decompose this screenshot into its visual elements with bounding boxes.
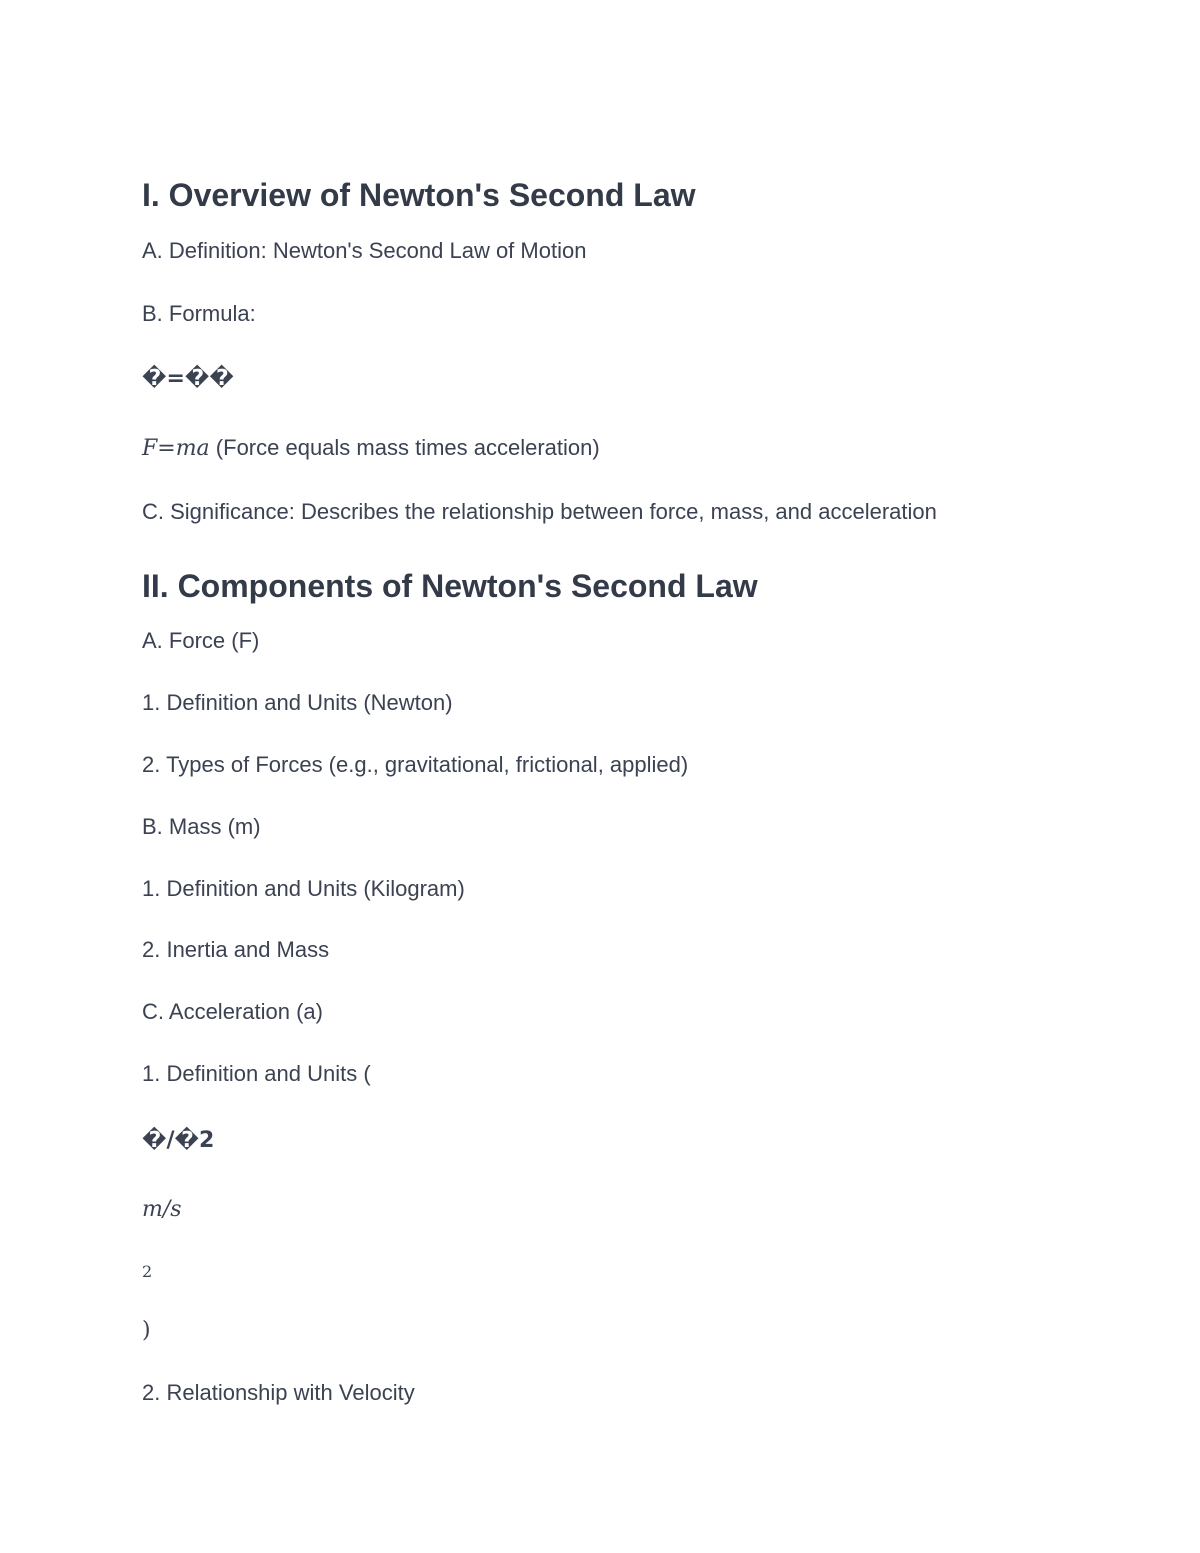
units-garbled-text: �/�2 bbox=[142, 1128, 215, 1153]
formula-line bbox=[142, 437, 600, 460]
velocity-item: 2. Relationship with Velocity bbox=[142, 1380, 415, 1405]
formula-garbled-text: �=�� bbox=[142, 366, 234, 391]
units-close-paren: ) bbox=[142, 1318, 151, 1343]
force-item: A. Force (F) bbox=[142, 628, 260, 653]
units-exponent: 2 bbox=[142, 1262, 153, 1281]
force-definition-item: 1. Definition and Units (Newton) bbox=[142, 690, 453, 715]
formula-label: B. Formula: bbox=[142, 301, 256, 326]
acceleration-item: C. Acceleration (a) bbox=[142, 999, 323, 1024]
acceleration-definition-item: 1. Definition and Units ( bbox=[142, 1061, 371, 1086]
mass-item: B. Mass (m) bbox=[142, 814, 261, 839]
section-heading-overview: I. Overview of Newton's Second Law bbox=[142, 177, 696, 213]
section-heading-components: II. Components of Newton's Second Law bbox=[142, 568, 758, 604]
units-math: m/s bbox=[142, 1197, 182, 1222]
significance-item: C. Significance: Describes the relationship between force, mass, and acceleration bbox=[142, 499, 937, 524]
definition-item: A. Definition: Newton's Second Law of Motion bbox=[142, 238, 587, 263]
force-types-item: 2. Types of Forces (e.g., gravitational, frictional, applied) bbox=[142, 752, 689, 777]
inertia-item: 2. Inertia and Mass bbox=[142, 937, 330, 962]
formula-math: F=ma bbox=[142, 436, 210, 461]
formula-description: (Force equals mass times acceleration) bbox=[209, 435, 600, 460]
mass-definition-item: 1. Definition and Units (Kilogram) bbox=[142, 876, 465, 901]
